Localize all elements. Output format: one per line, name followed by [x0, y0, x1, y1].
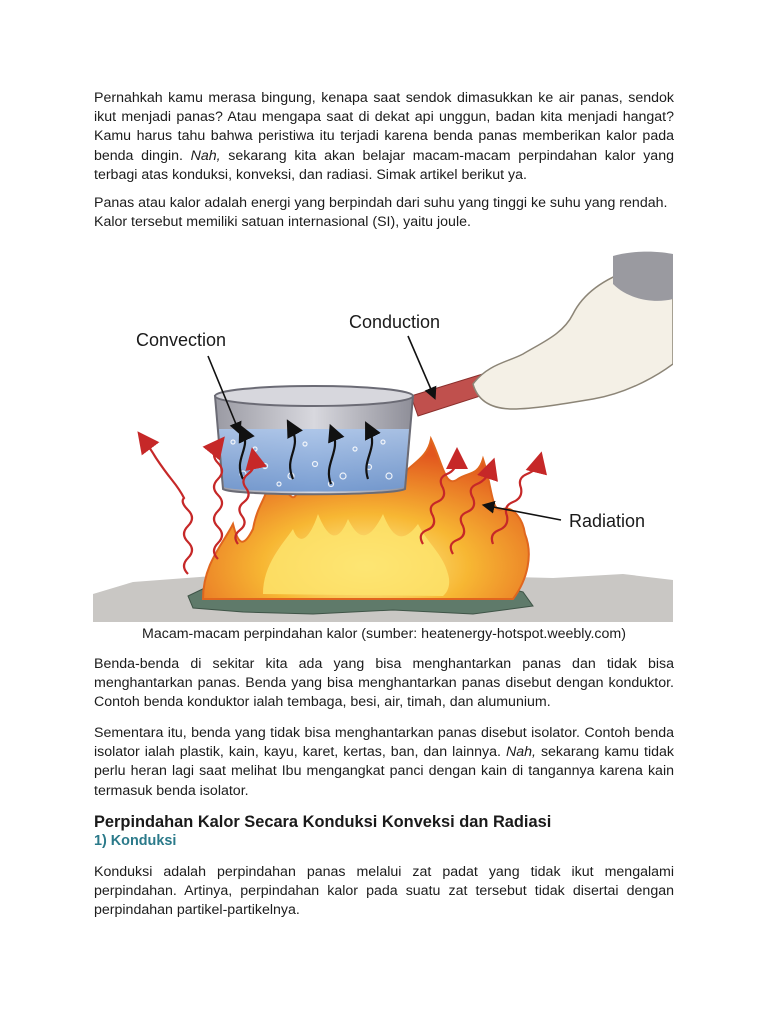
label-conduction: Conduction: [349, 312, 441, 332]
body-paragraph-2: Sementara itu, benda yang tidak bisa menghantarkan panas disebut isolator. Contoh benda isolator ialah plastik, kain, kayu, karet, kertas, ban, dan lainnya. Nah, sekarang kamu tidak perlu heran lagi saat melihat Ibu mengangkat panci dengan kain di tangannya karena kain termasuk benda isolator.: [94, 725, 674, 799]
section-heading: Perpindahan Kalor Secara Konduksi Konveksi dan Radiasi: [94, 813, 552, 831]
intro-paragraph-1: Pernahkah kamu merasa bingung, kenapa saat sendok dimasukkan ke air panas, sendok ikut menjadi panas? Atau mengapa saat di dekat api unggun, badan kita menjadi hangat? Kamu harus tahu bahwa peristiwa itu terjadi karena benda panas memberikan kalor pada benda dingin. Nah, sekarang kita akan belajar macam-macam perpindahan kalor yang terbagi atas konduksi, konveksi, dan radiasi. Simak artikel berikut ya.: [94, 90, 674, 183]
heat-transfer-figure: [93, 244, 673, 622]
label-radiation: Radiation: [569, 511, 646, 531]
subsection-heading: 1) Konduksi: [94, 833, 177, 849]
konduksi-paragraph: Konduksi adalah perpindahan panas melalui zat padat yang tidak ikut mengalami perpindahan. Artinya, perpindahan kalor pada suatu zat tersebut tidak disertai dengan perpindahan partikel-partikelnya.: [94, 864, 674, 919]
pot-rim: [215, 386, 413, 406]
conduction-pointer: [408, 336, 433, 394]
pot-water: [219, 429, 409, 492]
intro-paragraph-2: Panas atau kalor adalah energi yang berpindah dari suhu yang tinggi ke suhu yang rendah. Kalor tersebut memiliki satuan internasional (SI), yaitu joule.: [94, 195, 668, 231]
nah-emphasis: Nah,: [505, 744, 536, 761]
label-convection: Convection: [136, 330, 227, 350]
nah-emphasis: Nah,: [190, 147, 221, 164]
body-paragraph-1: Benda-benda di sekitar kita ada yang bisa menghantarkan panas dan tidak bisa menghantarkan panas. Benda yang bisa menghantarkan panas disebut dengan konduktor. Contoh benda konduktor ialah tembaga, besi, air, timah, dan alumunium.: [94, 656, 674, 711]
heat-transfer-illustration: [93, 244, 673, 622]
figure-caption: Macam-macam perpindahan kalor (sumber: heatenergy-hotspot.weebly.com): [142, 626, 626, 642]
